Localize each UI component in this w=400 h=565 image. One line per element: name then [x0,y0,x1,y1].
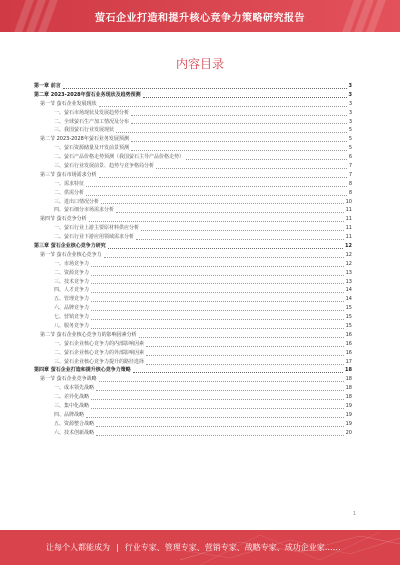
toc-entry-label: 三、进出口情况分析 [54,198,100,205]
toc-entry[interactable] [34,411,352,420]
toc-entry-label: 三、技术竞争力 [54,278,90,285]
toc-entry-page: 3 [348,91,352,98]
toc-leader-dots [136,239,344,240]
toc-entry-page: 3 [348,118,352,125]
toc-entry-page: 18 [345,376,352,383]
toc-entry-page: 12 [345,251,352,258]
toc-entry-page: 11 [345,207,352,214]
toc-entry[interactable] [34,100,352,109]
toc-entry-label: 一、成本领先战略 [54,385,95,392]
toc-leader-dots [89,221,344,222]
toc-entry-page: 14 [345,296,352,303]
toc-entry[interactable] [34,82,352,91]
toc-entry-label: 第三节 萤石市场需求分析 [40,171,97,178]
toc-leader-dots [131,141,347,142]
toc-entry[interactable] [34,367,352,376]
toc-entry[interactable] [34,206,352,215]
toc-entry-page: 14 [345,287,352,294]
toc-leader-dots [146,364,344,365]
toc-leader-dots [101,203,344,204]
toc-entry-label: 二、全球萤石生产加工情况及分布 [54,118,130,125]
toc-leader-dots [104,257,344,258]
toc-entry-label: 五、资源整合战略 [54,420,95,427]
toc-entry-label: 一、萤石行业上游主要原材料供应分析 [54,225,140,232]
toc-entry[interactable] [34,358,352,367]
toc-entry[interactable] [34,109,352,118]
toc-leader-dots [116,132,347,133]
toc-leader-dots [86,186,347,187]
toc-entry[interactable] [34,286,352,295]
toc-heading: 内容目录 [175,57,224,71]
toc-leader-dots [63,88,347,89]
toc-entry-page: 11 [345,225,352,232]
toc-entry-label: 第一节 萤石企业核心竞争力 [40,251,102,258]
toc-entry-page: 12 [345,243,352,250]
page-number: 1 [352,511,356,517]
toc-leader-dots [131,123,347,124]
toc-entry-page: 15 [345,305,352,312]
toc-entry-label: 第一章 前言 [34,82,61,89]
footer-text [46,542,341,553]
toc-entry-label: 八、服务竞争力 [54,323,90,330]
footer-roles: 行业专家、管理专家、营销专家、战略专家、成功企业家…… [124,543,341,552]
toc-leader-dots [143,97,347,98]
toc-entry-page: 8 [348,189,352,196]
toc-entry-page: 15 [345,314,352,321]
toc-entry-page: 11 [345,234,352,241]
toc-leader-dots [91,399,344,400]
toc-leader-dots [133,372,343,373]
toc-leader-dots [156,168,347,169]
toc-entry-page: 10 [345,198,352,205]
toc-entry-label: 六、品牌竞争力 [54,305,90,312]
toc-entry-page: 19 [345,411,352,418]
toc-entry[interactable] [34,162,352,171]
toc-entry-page: 19 [345,420,352,427]
toc-entry-page: 3 [348,100,352,107]
toc-entry-label: 一、萤石资源储量及开发前景预测 [54,145,130,152]
report-title: 萤石企业打造和提升核心竞争力策略研究报告 [95,13,305,24]
toc-entry-label: 三、集中化战略 [54,403,90,410]
toc-entry[interactable] [34,402,352,411]
toc-leader-dots [139,337,344,338]
toc-entry-page: 7 [348,171,352,178]
table-of-contents [34,82,352,438]
toc-entry-label: 二、萤石企业核心竞争力的外部影响因素 [54,349,145,356]
toc-entry-label: 二、供需分析 [54,189,85,196]
toc-leader-dots [99,177,347,178]
toc-entry[interactable] [34,251,352,260]
toc-entry[interactable] [34,420,352,429]
toc-entry[interactable] [34,215,352,224]
toc-entry[interactable] [34,269,352,278]
toc-entry-label: 第三章 萤石企业核心竞争力研究 [34,243,106,250]
toc-entry[interactable] [34,295,352,304]
toc-leader-dots [91,310,344,311]
toc-entry[interactable] [34,144,352,153]
toc-entry-page: 16 [345,349,352,356]
toc-entry[interactable] [34,429,352,438]
toc-entry-label: 第四章 萤石企业打造和提升核心竞争力策略 [34,367,131,374]
toc-entry-label: 第二节 萤石企业核心竞争力的影响因素分析 [40,331,137,338]
toc-entry[interactable] [34,189,352,198]
toc-entry-label: 二、资源竞争力 [54,269,90,276]
toc-entry-page: 5 [348,136,352,143]
toc-entry-label: 三、萤石行业发展前景、趋势与竞争格局分析 [54,163,155,169]
toc-entry-label: 第四节 萤石竞争分析 [40,216,87,223]
toc-leader-dots [91,301,344,302]
toc-entry[interactable] [34,304,352,313]
toc-entry-page: 3 [348,82,352,89]
toc-entry[interactable] [34,313,352,322]
toc-entry-page: 13 [345,269,352,276]
toc-entry-label: 三、萤石企业核心竞争力提升的路径选择 [54,358,145,365]
toc-entry[interactable] [34,153,352,162]
toc-leader-dots [86,417,344,418]
toc-entry-page: 18 [345,394,352,401]
toc-entry-label: 第二节 2023-2028年萤石业务发展预测 [40,136,129,143]
toc-leader-dots [146,346,344,347]
toc-entry-page: 16 [345,340,352,347]
toc-entry[interactable] [34,224,352,233]
toc-entry-label: 一、市场竞争力 [54,260,90,267]
toc-entry[interactable] [34,180,352,189]
toc-entry-page: 15 [345,323,352,330]
toc-leader-dots [91,292,344,293]
toc-entry-label: 一、萤石企业核心竞争力的内部影响因素 [54,340,145,347]
toc-entry-label: 七、营销竞争力 [54,314,90,321]
toc-entry-page: 20 [345,429,352,436]
toc-entry[interactable] [34,322,352,331]
toc-entry[interactable] [34,126,352,135]
toc-entry-page: 17 [345,358,352,365]
toc-leader-dots [131,115,347,116]
toc-entry[interactable] [34,393,352,402]
toc-entry-label: 三、我国萤石行业发展现状 [54,127,115,134]
toc-entry-label: 二、萤石产品价格走势预测（我国萤石主导产品价格走势） [54,154,185,161]
toc-entry[interactable] [34,384,352,393]
toc-entry-label: 一、萤石市场现状及发展趋势分析 [54,109,130,116]
toc-entry-page: 8 [348,180,352,187]
header-banner [0,0,400,32]
toc-leader-dots [91,283,344,284]
toc-leader-dots [91,275,344,276]
toc-entry-label: 一、需求特征 [54,180,85,187]
toc-leader-dots [99,106,347,107]
toc-leader-dots [86,195,347,196]
toc-entry-page: 18 [345,385,352,392]
toc-entry-label: 二、萤石行业下游应用领域需求分析 [54,234,135,241]
toc-leader-dots [116,212,344,213]
toc-entry-page: 13 [345,278,352,285]
toc-entry-page: 6 [348,154,352,161]
toc-leader-dots [96,435,344,436]
toc-entry[interactable] [34,242,352,251]
toc-entry-label: 四、品牌战略 [54,411,85,418]
toc-entry-label: 四、萤石细分市场需求分析 [54,207,115,214]
toc-entry-page: 19 [345,403,352,410]
toc-leader-dots [96,390,344,391]
toc-entry[interactable] [34,233,352,242]
footer-slogan: 让每个人都能成为 [46,543,110,552]
toc-entry-page: 12 [345,260,352,267]
toc-leader-dots [141,230,344,231]
toc-leader-dots [91,266,344,267]
toc-entry-label: 第二章 2023-2028年萤石业务现状及趋势预测 [34,91,141,98]
toc-entry-label: 第一节 萤石企业发展现状 [40,100,97,107]
toc-entry-page: 3 [348,109,352,116]
toc-leader-dots [108,248,343,249]
toc-leader-dots [96,426,344,427]
toc-leader-dots [131,150,347,151]
toc-entry[interactable] [34,260,352,269]
footer-banner [0,530,400,565]
toc-entry-page: 11 [345,216,352,223]
toc-entry-label: 二、差异化战略 [54,394,90,401]
footer-divider: | [116,543,119,552]
toc-entry[interactable] [34,171,352,180]
toc-entry-label: 四、人才竞争力 [54,287,90,294]
toc-entry-page: 5 [348,127,352,134]
toc-leader-dots [146,355,344,356]
toc-leader-dots [99,381,344,382]
toc-entry[interactable] [34,91,352,100]
toc-entry[interactable] [34,340,352,349]
toc-entry[interactable] [34,135,352,144]
toc-leader-dots [91,319,344,320]
toc-leader-dots [91,328,344,329]
toc-entry-label: 第一节 萤石企业竞争战略 [40,376,97,383]
toc-entry[interactable] [34,278,352,287]
toc-entry[interactable] [34,331,352,340]
toc-entry[interactable] [34,375,352,384]
toc-leader-dots [91,408,344,409]
toc-entry-label: 六、技术创新战略 [54,429,95,436]
toc-entry[interactable] [34,118,352,127]
toc-entry-page: 16 [345,331,352,338]
toc-leader-dots [186,159,347,160]
toc-entry-page: 5 [348,145,352,152]
toc-entry-label: 五、管理竞争力 [54,296,90,303]
toc-entry[interactable] [34,198,352,207]
toc-entry[interactable] [34,349,352,358]
toc-entry-page: 18 [345,367,352,374]
toc-entry-page: 7 [348,163,352,169]
